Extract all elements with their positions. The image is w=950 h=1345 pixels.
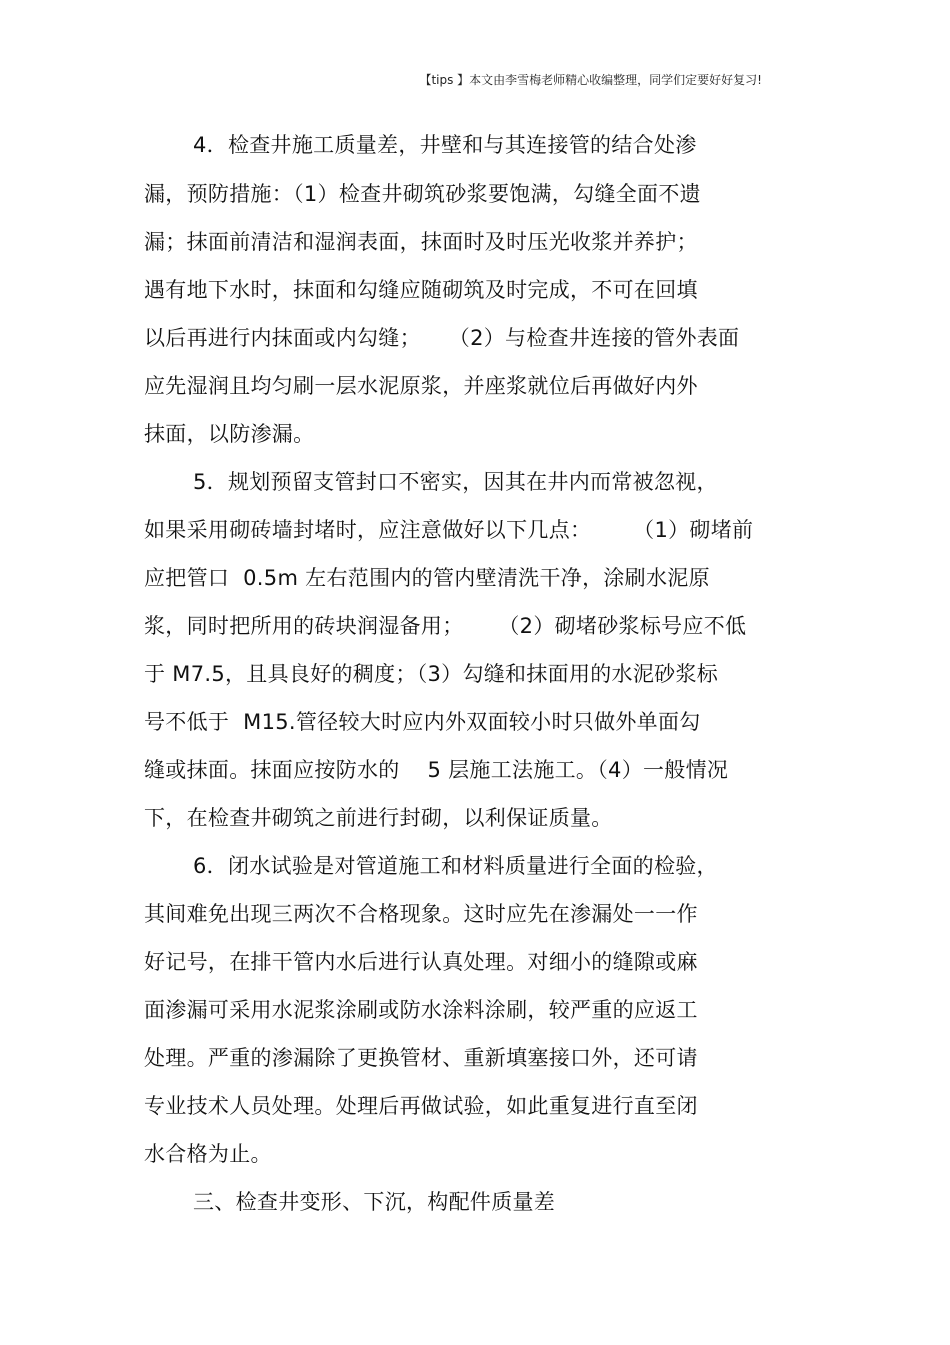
- text-line: 如果采用砌砖墙封堵时，应注意做好以下几点： （1）砌堵前: [144, 518, 754, 542]
- text-line: 遇有地下水时，抹面和勾缝应随砌筑及时完成，不可在回填: [144, 278, 698, 302]
- text-line: 应把管口 0.5m 左右范围内的管内壁清洗干净，涂刷水泥原: [144, 566, 710, 590]
- text-line: 其间难免出现三两次不合格现象。这时应先在渗漏处一一作: [144, 902, 698, 926]
- text-line: 好记号，在排干管内水后进行认真处理。对细小的缝隙或麻: [144, 950, 698, 974]
- text-line: 抹面，以防渗漏。: [144, 422, 315, 446]
- text-line: 6．闭水试验是对管道施工和材料质量进行全面的检验，: [193, 854, 718, 878]
- text-line: 水合格为止。: [144, 1142, 272, 1166]
- section-heading: 三、检查井变形、下沉，构配件质量差: [193, 1190, 556, 1214]
- text-line: 面渗漏可采用水泥浆涂刷或防水涂料涂刷，较严重的应返工: [144, 998, 698, 1022]
- text-line: 漏，预防措施：（1）检查井砌筑砂浆要饱满，勾缝全面不遗: [144, 182, 701, 206]
- text-line: 缝或抹面。抹面应按防水的 5 层施工法施工。（4）一般情况: [144, 758, 729, 782]
- text-line: 于 M7.5，且具良好的稠度；（3）勾缝和抹面用的水泥砂浆标: [144, 662, 719, 686]
- text-line: 应先湿润且均匀刷一层水泥原浆，并座浆就位后再做好内外: [144, 374, 698, 398]
- text-line: 4．检查井施工质量差，井壁和与其连接管的结合处渗: [193, 133, 697, 157]
- text-line: 下，在检查井砌筑之前进行封砌，以利保证质量。: [144, 806, 613, 830]
- text-line: 处理。严重的渗漏除了更换管材、重新填塞接口外，还可请: [144, 1046, 698, 1070]
- text-line: 漏；抹面前清洁和湿润表面，抹面时及时压光收浆并养护；: [144, 230, 698, 254]
- header-tip: 【tips 】本文由李雪梅老师精心收编整理，同学们定要好好复习!: [419, 73, 762, 87]
- text-line: 专业技术人员处理。处理后再做试验，如此重复进行直至闭: [144, 1094, 698, 1118]
- text-line: 以后再进行内抹面或内勾缝； （2）与检查井连接的管外表面: [144, 326, 740, 350]
- text-line: 5．规划预留支管封口不密实，因其在井内而常被忽视，: [193, 470, 718, 494]
- text-line: 号不低于 M15.管径较大时应内外双面较小时只做外单面勾: [144, 710, 701, 734]
- text-line: 浆，同时把所用的砖块润湿备用； （2）砌堵砂浆标号应不低: [144, 614, 747, 638]
